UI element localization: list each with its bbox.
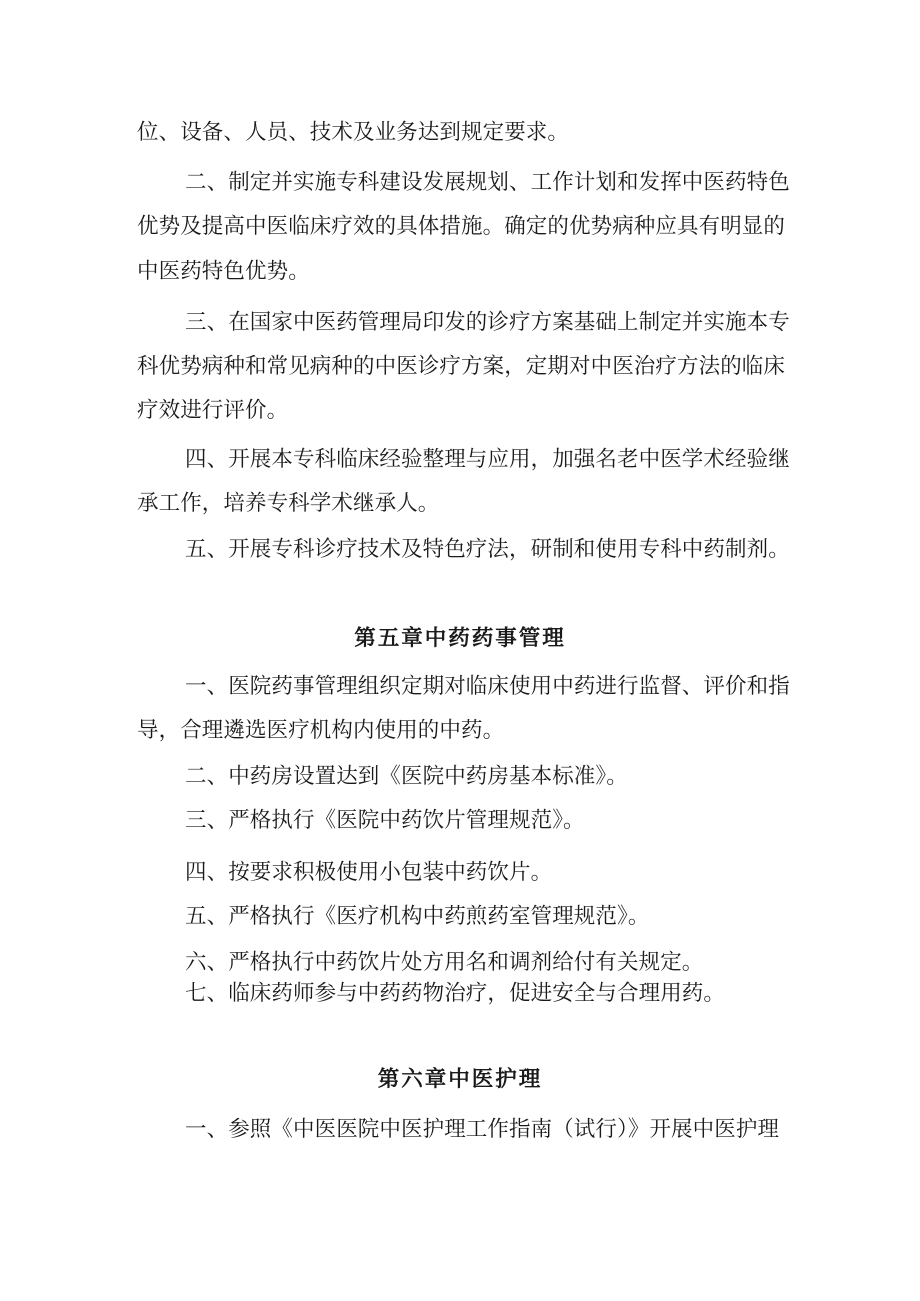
text-line: 二、制定并实施专科建设发展规划、工作计划和发挥中医药特色 (185, 170, 790, 194)
text-line: 二、中药房设置达到《医院中药房基本标准》。 (185, 764, 628, 788)
text-line: 一、参照《中医医院中医护理工作指南（试行）》开展中医护理 (185, 1117, 780, 1141)
text-line: 疗效进行评价。 (137, 398, 289, 422)
text-line: 四、按要求积极使用小包装中药饮片。 (185, 860, 553, 884)
chapter-heading: 第六章中医护理 (377, 1067, 543, 1091)
text-line: 三、在国家中医药管理局印发的诊疗方案基础上制定并实施本专 (185, 310, 790, 334)
text-line: 七、临床药师参与中药药物治疗，促进安全与合理用药。 (185, 981, 726, 1005)
chapter-heading: 第五章中药药事管理 (354, 626, 566, 650)
text-line: 承工作，培养专科学术继承人。 (137, 491, 440, 515)
text-line: 导，合理遴选医疗机构内使用的中药。 (137, 718, 505, 742)
text-line: 一、医院药事管理组织定期对临床使用中药进行监督、评价和指 (185, 674, 790, 698)
text-line: 五、严格执行《医疗机构中药煎药室管理规范》。 (185, 904, 650, 928)
text-line: 六、严格执行中药饮片处方用名和调剂给付有关规定。 (185, 950, 704, 974)
text-line: 位、设备、人员、技术及业务达到规定要求。 (137, 120, 570, 144)
text-line: 五、开展专科诊疗技术及特色疗法，研制和使用专科中药制剂。 (185, 537, 790, 561)
text-line: 科优势病种和常见病种的中医诊疗方案，定期对中医治疗方法的临床 (137, 354, 786, 378)
text-line: 三、严格执行《医院中药饮片管理规范》。 (185, 808, 585, 832)
text-line: 中医药特色优势。 (137, 259, 310, 283)
text-line: 优势及提高中医临床疗效的具体措施。确定的优势病种应具有明显的 (137, 214, 786, 238)
text-line: 四、开展本专科临床经验整理与应用，加强名老中医学术经验继 (185, 447, 790, 471)
